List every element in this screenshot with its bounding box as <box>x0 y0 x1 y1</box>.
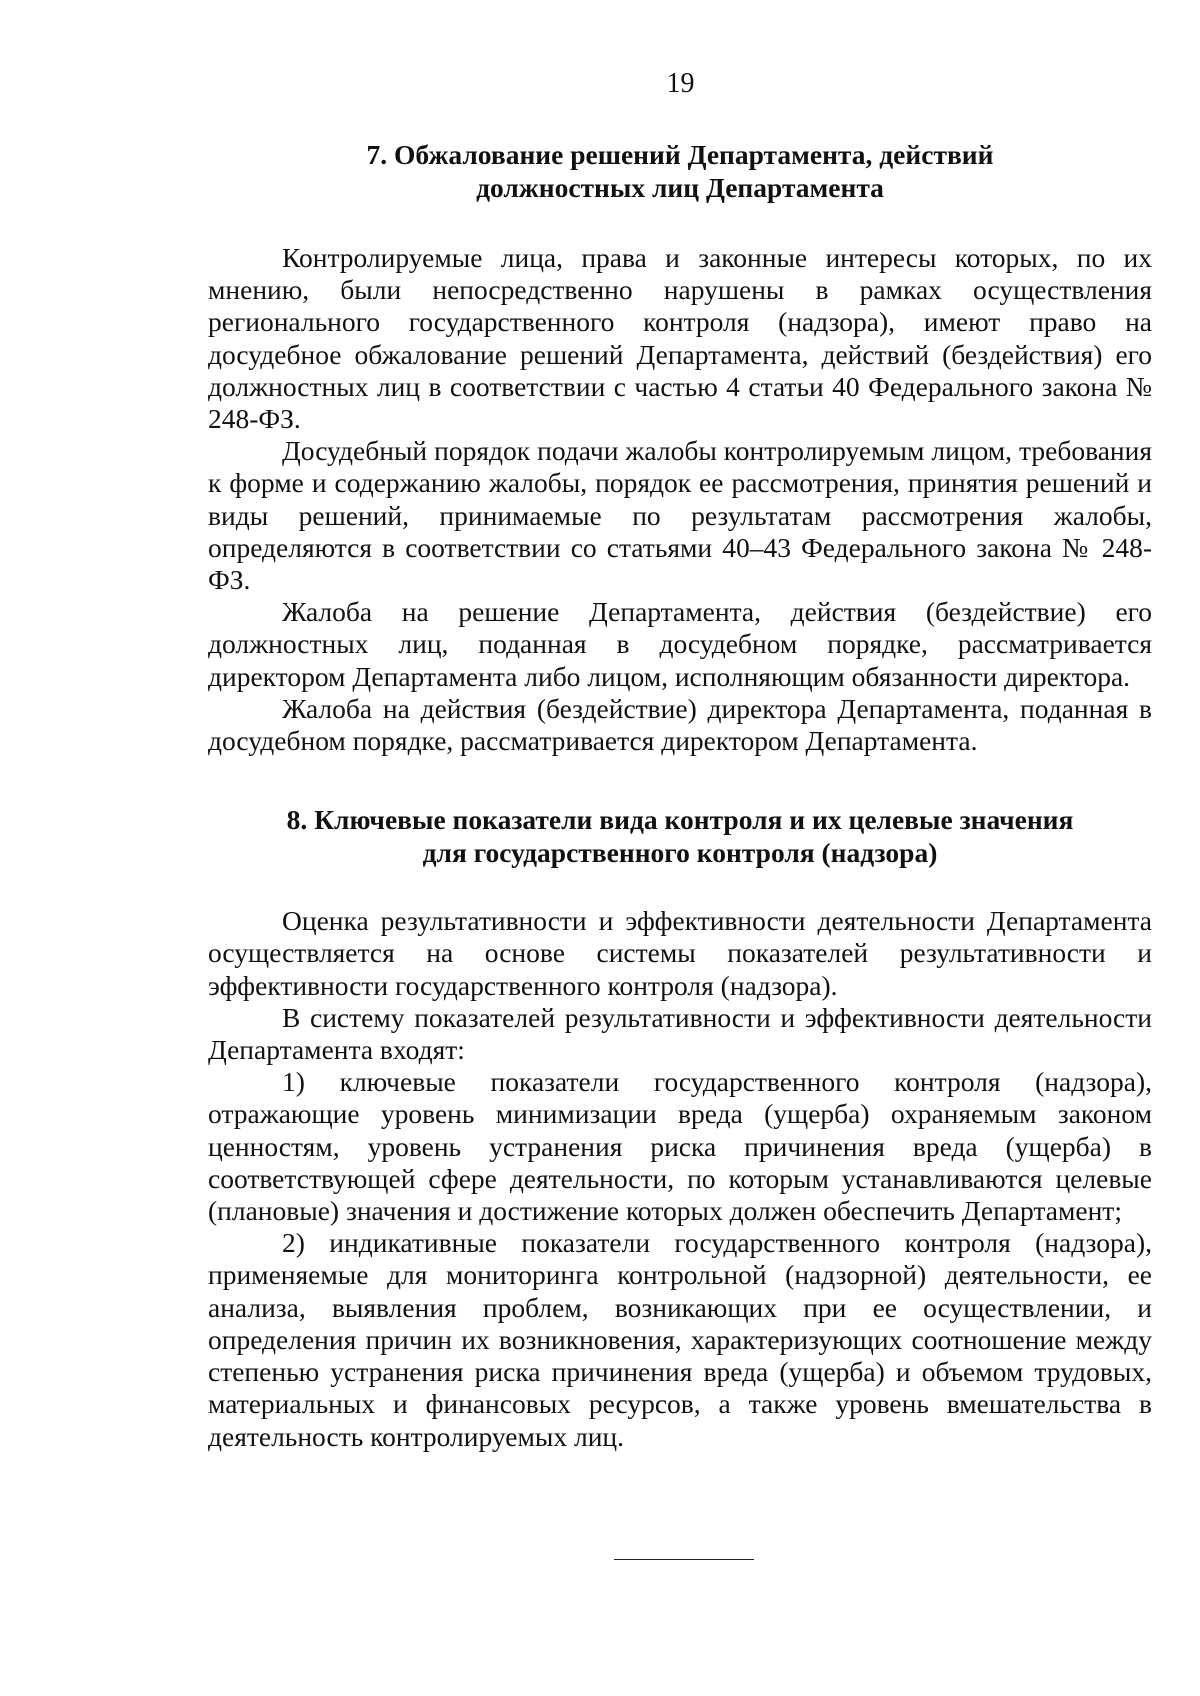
document-body <box>208 138 1152 1453</box>
section-7-heading-line-1: 7. Обжалование решений Департамента, действий <box>366 139 994 170</box>
end-divider <box>614 1559 754 1560</box>
section-8-paragraph-3: 1) ключевые показатели государственного контроля (надзора), отражающие уровень минимизации вреда (ущерба) охраняемым законом ценностям, уровень устранения риска причинения вреда (ущерба) в соответствующей сфере деятельности, по которым устанавливаются целевые (плановые) значения и достижение которых должен обеспечить Департамент; <box>208 1066 1152 1227</box>
page-number: 19 <box>666 68 695 99</box>
section-8-paragraph-1: Оценка результативности и эффективности деятельности Департамента осуществляется на основе системы показателей результативности и эффективности государственного контроля (надзора). <box>208 905 1152 1001</box>
section-7-paragraph-4: Жалоба на действия (бездействие) директора Департамента, поданная в досудебном порядке, рассматривается директором Департамента. <box>208 692 1152 757</box>
section-8-heading-line-2: для государственного контроля (надзора) <box>422 837 938 869</box>
section-8-paragraph-2: В систему показателей результативности и эффективности деятельности Департамента входят: <box>208 1001 1152 1066</box>
section-7-heading-line-2: должностных лиц Департамента <box>476 172 884 203</box>
section-8-heading <box>208 803 1152 869</box>
section-7-heading <box>208 138 1152 204</box>
section-8-paragraph-4: 2) индикативные показатели государственного контроля (надзора), применяемые для мониторинга контрольной (надзорной) деятельности, ее анализа, выявления проблем, возникающих при ее осуществлении, и определения причин их возникновения, характеризующих соотношение между степенью устранения риска причинения вреда (ущерба) и объемом трудовых, материальных и финансовых ресурсов, а также уровень вмешательства в деятельность контролируемых лиц. <box>208 1227 1152 1452</box>
section-8-heading-line-1: 8. Ключевые показатели вида контроля и их целевые значения <box>286 804 1074 836</box>
section-7-paragraph-2: Досудебный порядок подачи жалобы контролируемым лицом, требования к форме и содержанию жалобы, порядок ее рассмотрения, принятия решений и виды решений, принимаемые по результатам рассмотрения жалобы, определяются в соответствии со статьями 40–43 Федерального закона № 248-ФЗ. <box>208 435 1152 596</box>
section-7-paragraph-1: Контролируемые лица, права и законные интересы которых, по их мнению, были непосредственно нарушены в рамках осуществления регионального государственного контроля (надзора), имеют право на досудебное обжалование решений Департамента, действий (бездействия) его должностных лиц в соответствии с частью 4 статьи 40 Федерального закона № 248-ФЗ. <box>208 242 1152 435</box>
section-7-paragraph-3: Жалоба на решение Департамента, действия (бездействие) его должностных лиц, поданная в досудебном порядке, рассматривается директором Департамента либо лицом, исполняющим обязанности директора. <box>208 596 1152 692</box>
